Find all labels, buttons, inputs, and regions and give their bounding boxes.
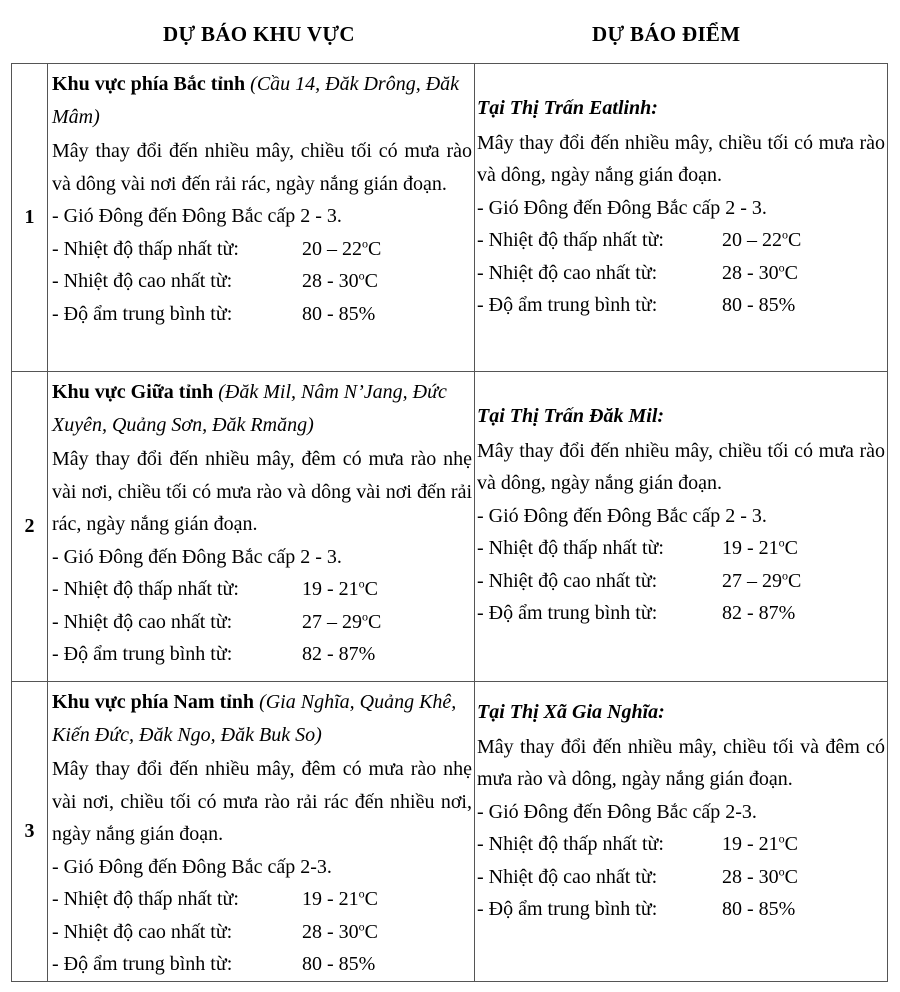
point-humidity (477, 893, 885, 926)
area-humidity (52, 638, 472, 671)
max-temp-label: - Nhiệt độ cao nhất từ: (52, 920, 233, 943)
area-description: Mây thay đổi đến nhiều mây, đêm có mưa rào nhẹ vài nơi, chiều tối có mưa rào và dông vài nơi đến rải rác, ngày nắng gián đoạn. (52, 448, 472, 535)
humidity-label: - Độ ẩm trung bình từ: (52, 302, 233, 325)
max-temp-value: 27 – 29$^o$C (302, 608, 382, 633)
min-temp-value: 19 - 21$^o$C (302, 576, 379, 600)
humidity-value: 82 - 87% (302, 643, 376, 665)
min-temp-value: 19 - 21$^o$C (722, 535, 799, 559)
area-min-temp (52, 233, 472, 266)
min-temp-label: - Nhiệt độ thấp nhất từ: (477, 537, 664, 559)
humidity-label: - Độ ẩm trung bình từ: (52, 643, 233, 665)
min-temp-value: 20 – 22$^o$C (722, 227, 802, 251)
area-max-temp (52, 606, 472, 639)
table-row (12, 64, 888, 372)
point-title: Tại Thị Trấn Đăk Mil: (477, 405, 665, 427)
max-temp-label: - Nhiệt độ cao nhất từ: (477, 261, 658, 284)
area-places: (Cầu 14, Đăk Drông, Đăk Mâm) (52, 73, 460, 128)
area-forecast-cell (48, 682, 475, 982)
max-temp-value: 28 - 30$^o$C (302, 268, 379, 292)
max-temp-value: 27 – 29$^o$C (722, 567, 802, 592)
forecast-table (11, 63, 888, 982)
area-places: (Gia Nghĩa, Quảng Khê, Kiến Đức, Đăk Ngo, Đăk Buk So) (52, 691, 457, 746)
area-min-temp (52, 573, 472, 606)
area-wind: - Gió Đông đến Đông Bắc cấp 2 - 3. (52, 545, 342, 568)
point-forecast-cell (475, 372, 888, 682)
point-forecast-cell (475, 682, 888, 982)
point-max-temp (477, 257, 885, 290)
area-description: Mây thay đổi đến nhiều mây, chiều tối có mưa rào và dông vài nơi đến rải rác, ngày nắng gián đoạn. (52, 140, 472, 195)
area-places: (Đăk Mil, Nâm N’Jang, Đức Xuyên, Quảng Sơn, Đăk Rmăng) (52, 381, 447, 436)
max-temp-value: 28 - 30$^o$C (722, 259, 799, 284)
max-temp-label: - Nhiệt độ cao nhất từ: (477, 865, 658, 888)
area-humidity (52, 948, 472, 981)
point-title: Tại Thị Xã Gia Nghĩa: (477, 701, 665, 723)
point-title: Tại Thị Trấn Eatlinh: (477, 97, 658, 119)
area-wind: - Gió Đông đến Đông Bắc cấp 2 - 3. (52, 205, 342, 227)
area-title-name: Khu vực phía Bắc tỉnh (52, 73, 246, 95)
area-forecast-cell (48, 372, 475, 682)
max-temp-label: - Nhiệt độ cao nhất từ: (52, 610, 233, 633)
max-temp-value: 28 - 30$^o$C (302, 918, 379, 943)
humidity-value: 80 - 85% (722, 898, 796, 920)
point-description: Mây thay đổi đến nhiều mây, chiều tối và đêm có mưa rào và dông, ngày nắng gián đoạn. (477, 735, 885, 790)
point-description: Mây thay đổi đến nhiều mây, chiều tối có mưa rào và dông, ngày nắng gián đoạn. (477, 439, 885, 494)
min-temp-label: - Nhiệt độ thấp nhất từ: (52, 578, 239, 600)
min-temp-label: - Nhiệt độ thấp nhất từ: (52, 237, 239, 260)
table-row (12, 682, 888, 982)
humidity-label: - Độ ẩm trung bình từ: (477, 602, 658, 624)
point-description: Mây thay đổi đến nhiều mây, chiều tối có mưa rào và dông, ngày nắng gián đoạn. (477, 131, 885, 186)
min-temp-value: 19 - 21$^o$C (722, 831, 799, 855)
header-area-forecast: DỰ BÁO KHU VỰC (163, 22, 355, 46)
humidity-label: - Độ ẩm trung bình từ: (52, 953, 233, 975)
point-max-temp (477, 861, 885, 894)
area-title-name: Khu vực Giữa tỉnh (52, 381, 214, 403)
humidity-label: - Độ ẩm trung bình từ: (477, 898, 658, 920)
humidity-value: 82 - 87% (722, 602, 796, 624)
min-temp-label: - Nhiệt độ thấp nhất từ: (477, 833, 664, 855)
row-number: 1 (12, 64, 48, 372)
area-max-temp (52, 916, 472, 949)
area-description: Mây thay đổi đến nhiều mây, đêm có mưa rào nhẹ vài nơi, chiều tối có mưa rào rải rác đến nhiều nơi, ngày nắng gián đoạn. (52, 758, 472, 845)
point-min-temp (477, 224, 885, 257)
table-row (12, 372, 888, 682)
humidity-label: - Độ ẩm trung bình từ: (477, 294, 658, 316)
min-temp-value: 19 - 21$^o$C (302, 886, 379, 910)
area-title (52, 376, 472, 441)
min-temp-label: - Nhiệt độ thấp nhất từ: (477, 229, 664, 251)
point-wind: - Gió Đông đến Đông Bắc cấp 2 - 3. (477, 196, 767, 219)
header-point-forecast: DỰ BÁO ĐIỂM (592, 22, 741, 46)
area-title (52, 686, 472, 751)
row-number: 3 (12, 682, 48, 982)
point-wind: - Gió Đông đến Đông Bắc cấp 2-3. (477, 800, 757, 823)
area-title-name: Khu vực phía Nam tỉnh (52, 691, 255, 713)
area-wind: - Gió Đông đến Đông Bắc cấp 2-3. (52, 855, 332, 878)
point-wind: - Gió Đông đến Đông Bắc cấp 2 - 3. (477, 504, 767, 527)
area-humidity (52, 298, 472, 331)
point-humidity (477, 289, 885, 322)
min-temp-label: - Nhiệt độ thấp nhất từ: (52, 888, 239, 910)
humidity-value: 80 - 85% (302, 302, 376, 325)
max-temp-value: 28 - 30$^o$C (722, 863, 799, 888)
point-forecast-cell (475, 64, 888, 372)
humidity-value: 80 - 85% (722, 294, 796, 316)
area-max-temp (52, 265, 472, 298)
point-max-temp (477, 565, 885, 598)
area-forecast-cell (48, 64, 475, 372)
max-temp-label: - Nhiệt độ cao nhất từ: (52, 270, 233, 292)
min-temp-value: 20 – 22$^o$C (302, 235, 382, 260)
point-min-temp (477, 532, 885, 565)
humidity-value: 80 - 85% (302, 953, 376, 975)
row-number: 2 (12, 372, 48, 682)
area-min-temp (52, 883, 472, 916)
point-humidity (477, 597, 885, 630)
max-temp-label: - Nhiệt độ cao nhất từ: (477, 569, 658, 592)
area-title (52, 68, 472, 133)
point-min-temp (477, 828, 885, 861)
